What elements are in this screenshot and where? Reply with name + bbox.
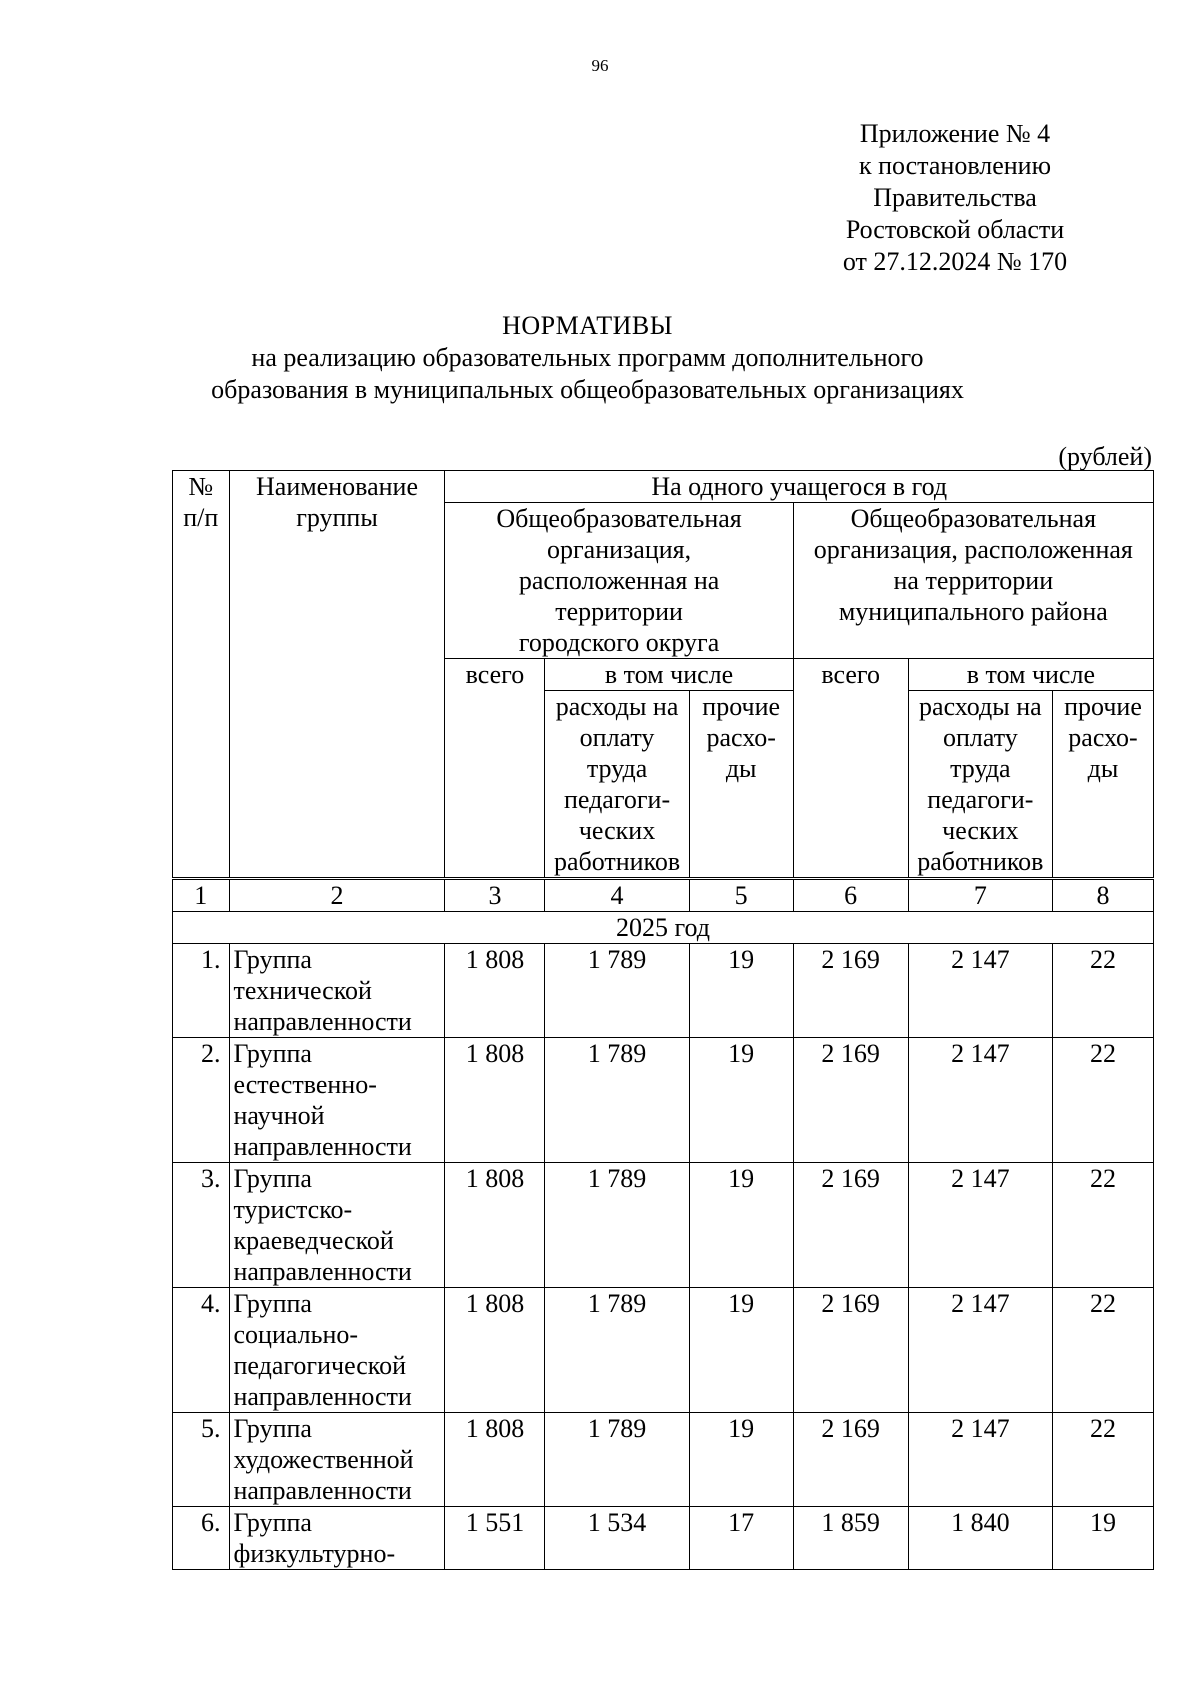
cell-other-rural: 19 xyxy=(1053,1507,1154,1570)
cell-other-urban: 19 xyxy=(689,1163,793,1288)
cell-total-urban: 1 808 xyxy=(445,1288,545,1413)
cell-salary-urban: 1 534 xyxy=(545,1507,689,1570)
column-number: 8 xyxy=(1053,879,1154,912)
header-including-rural: в том числе xyxy=(908,659,1153,691)
cell-salary-urban: 1 789 xyxy=(545,944,689,1038)
cell-total-urban: 1 808 xyxy=(445,1413,545,1507)
table-row xyxy=(173,1163,1154,1288)
column-number: 1 xyxy=(173,879,230,912)
cell-salary-rural: 2 147 xyxy=(908,1038,1052,1163)
header-including-urban: в том числе xyxy=(545,659,793,691)
row-group-name: Группа естественно- научной направленности xyxy=(229,1038,445,1163)
cell-other-urban: 19 xyxy=(689,944,793,1038)
appendix-line: от 27.12.2024 № 170 xyxy=(842,247,1068,276)
table-row xyxy=(173,1507,1154,1570)
cell-total-rural: 1 859 xyxy=(793,1507,908,1570)
header-total-rural: всего xyxy=(793,659,908,879)
row-group-name: Группа социально- педагогической направленности xyxy=(229,1288,445,1413)
cell-other-rural: 22 xyxy=(1053,944,1154,1038)
cell-other-rural: 22 xyxy=(1053,1163,1154,1288)
cell-total-urban: 1 808 xyxy=(445,1163,545,1288)
cell-salary-rural: 2 147 xyxy=(908,1163,1052,1288)
row-number: 6. xyxy=(173,1507,230,1570)
cell-salary-rural: 2 147 xyxy=(908,1413,1052,1507)
cell-salary-rural: 2 147 xyxy=(908,1288,1052,1413)
cell-other-urban: 19 xyxy=(689,1413,793,1507)
row-number: 5. xyxy=(173,1413,230,1507)
cell-salary-urban: 1 789 xyxy=(545,1288,689,1413)
header-rural-org: Общеобразовательная организация, расположенная на территории муниципального района xyxy=(793,503,1153,659)
year-row xyxy=(173,912,1154,944)
title-subtitle-line: на реализацию образовательных программ дополнительного xyxy=(251,343,924,372)
row-group-name: Группа художественной направленности xyxy=(229,1413,445,1507)
header-salary-urban: расходы на оплату труда педагоги- ческих работников xyxy=(545,691,689,879)
row-group-name: Группа туристско- краеведческой направленности xyxy=(229,1163,445,1288)
norms-table xyxy=(172,470,1154,1570)
year-label: 2025 год xyxy=(173,912,1154,944)
row-number: 1. xyxy=(173,944,230,1038)
header-urban-org: Общеобразовательная организация, расположенная на территории городского округа xyxy=(445,503,793,659)
unit-note: (рублей) xyxy=(1058,442,1152,471)
header-per-student: На одного учащегося в год xyxy=(445,471,1154,503)
header-number: № п/п xyxy=(173,471,230,879)
cell-salary-urban: 1 789 xyxy=(545,1413,689,1507)
table-row xyxy=(173,1288,1154,1413)
table-row xyxy=(173,1038,1154,1163)
table-row xyxy=(173,1413,1154,1507)
cell-other-rural: 22 xyxy=(1053,1413,1154,1507)
appendix-line: к постановлению xyxy=(858,151,1052,180)
cell-total-rural: 2 169 xyxy=(793,1288,908,1413)
row-number: 3. xyxy=(173,1163,230,1288)
cell-salary-rural: 2 147 xyxy=(908,944,1052,1038)
column-number: 7 xyxy=(908,879,1052,912)
cell-total-rural: 2 169 xyxy=(793,1038,908,1163)
cell-salary-rural: 1 840 xyxy=(908,1507,1052,1570)
row-number: 2. xyxy=(173,1038,230,1163)
row-group-name: Группа технической направленности xyxy=(229,944,445,1038)
column-number: 4 xyxy=(545,879,689,912)
header-other-urban: прочие расхо- ды xyxy=(689,691,793,879)
title-subtitle-line: образования в муниципальных общеобразовательных организациях xyxy=(211,375,964,404)
cell-other-rural: 22 xyxy=(1053,1288,1154,1413)
column-number: 3 xyxy=(445,879,545,912)
table-row xyxy=(173,944,1154,1038)
cell-total-rural: 2 169 xyxy=(793,944,908,1038)
appendix-line: Ростовской области xyxy=(845,215,1065,244)
cell-total-rural: 2 169 xyxy=(793,1413,908,1507)
row-number: 4. xyxy=(173,1288,230,1413)
cell-other-urban: 17 xyxy=(689,1507,793,1570)
row-group-name: Группа физкультурно- xyxy=(229,1507,445,1570)
title-heading: НОРМАТИВЫ xyxy=(502,311,673,340)
column-number: 5 xyxy=(689,879,793,912)
document-title xyxy=(160,310,1015,406)
column-number: 2 xyxy=(229,879,445,912)
cell-other-urban: 19 xyxy=(689,1038,793,1163)
cell-other-rural: 22 xyxy=(1053,1038,1154,1163)
column-number: 6 xyxy=(793,879,908,912)
header-group-name: Наименование группы xyxy=(229,471,445,879)
cell-other-urban: 19 xyxy=(689,1288,793,1413)
appendix-reference xyxy=(820,118,1090,278)
cell-salary-urban: 1 789 xyxy=(545,1163,689,1288)
appendix-line: Приложение № 4 xyxy=(859,119,1051,148)
page-number: 96 xyxy=(591,56,609,75)
column-numbers-row xyxy=(173,879,1154,912)
cell-total-urban: 1 808 xyxy=(445,944,545,1038)
appendix-line: Правительства xyxy=(873,183,1037,212)
header-total-urban: всего xyxy=(445,659,545,879)
header-row xyxy=(173,471,1154,503)
cell-salary-urban: 1 789 xyxy=(545,1038,689,1163)
cell-total-urban: 1 808 xyxy=(445,1038,545,1163)
cell-total-urban: 1 551 xyxy=(445,1507,545,1570)
header-other-rural: прочие расхо- ды xyxy=(1053,691,1154,879)
header-salary-rural: расходы на оплату труда педагоги- ческих работников xyxy=(908,691,1052,879)
cell-total-rural: 2 169 xyxy=(793,1163,908,1288)
